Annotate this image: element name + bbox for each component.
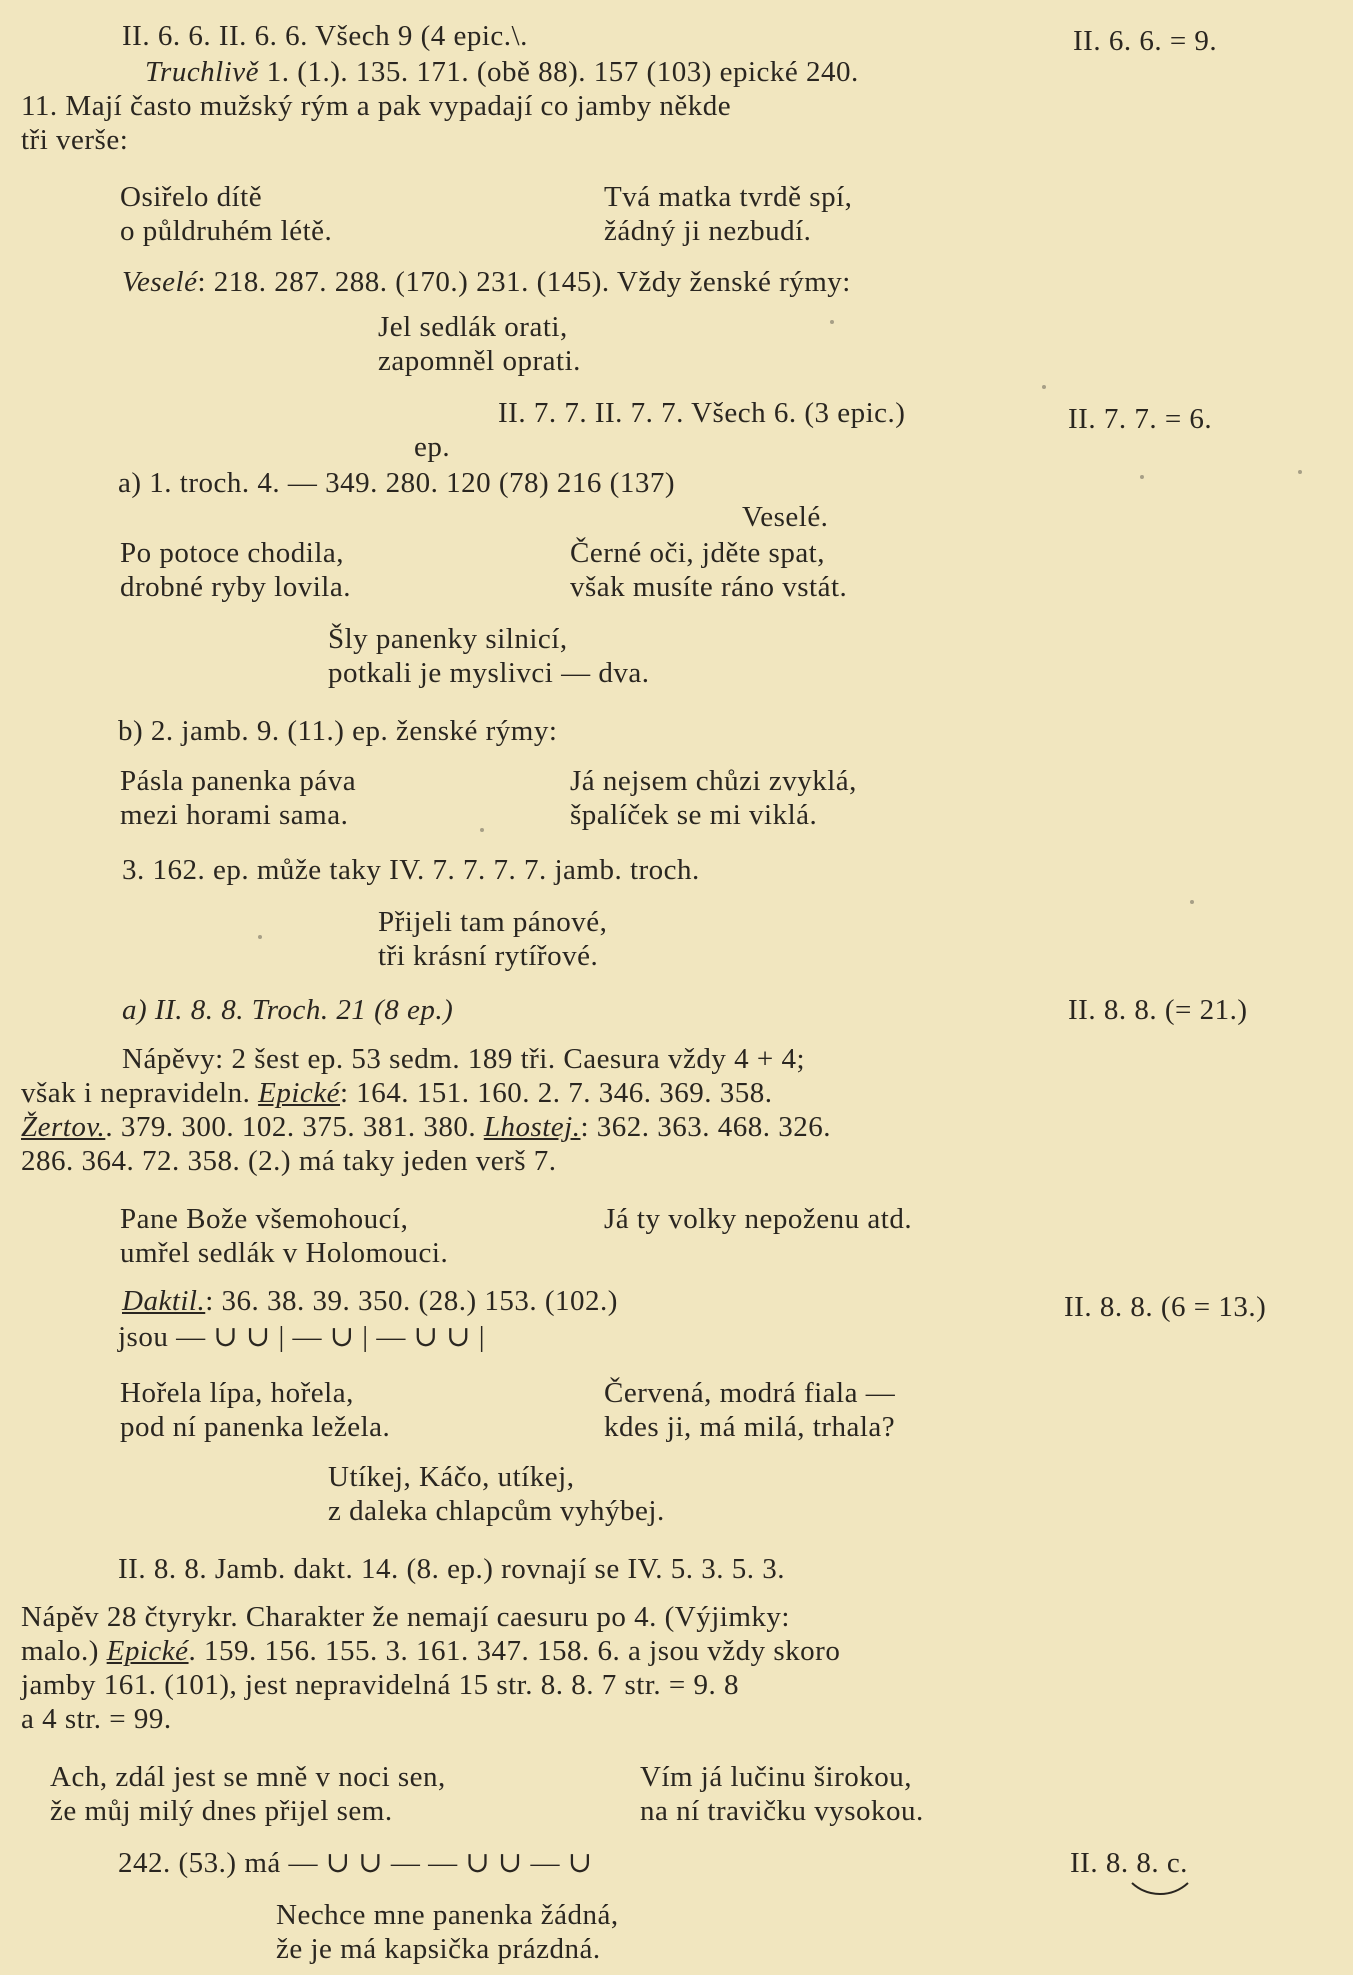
paper-speck (830, 320, 834, 324)
italic-term: Lhostej. (483, 1111, 581, 1143)
paper-speck (1298, 470, 1302, 474)
margin-note-2: II. 7. 7. = 6. (1068, 403, 1213, 435)
verse-line: tři krásní rytířové. (378, 940, 599, 972)
verse-line: potkali je myslivci — dva. (328, 657, 650, 689)
text-span: : 164. 151. 160. 2. 7. 346. 369. 358. (340, 1077, 773, 1109)
verse-line: že je má kapsička prázdná. (276, 1933, 601, 1965)
text-line: b) 2. jamb. 9. (11.) ep. ženské rýmy: (118, 715, 558, 747)
text-span: však i nepravideln. (21, 1077, 259, 1109)
meter-scheme: jsou — ∪ ∪ | — ∪ | — ∪ ∪ | (118, 1321, 486, 1353)
verse-line: Hořela lípa, hořela, (120, 1377, 354, 1409)
text-line: ep. (414, 431, 451, 463)
paper-speck (1140, 475, 1144, 479)
brace-curve (1132, 1883, 1188, 1894)
verse-line: Nechce mne panenka žádná, (276, 1899, 619, 1931)
text-span: . 159. 156. 155. 3. 161. 347. 158. 6. a jsou vždy skoro (188, 1635, 841, 1667)
text-span: : 218. 287. 288. (170.) 231. (145). Vždy ženské rýmy: (197, 266, 851, 298)
text-span: : 362. 363. 468. 326. (580, 1111, 832, 1143)
verse-line: drobné ryby lovila. (120, 571, 351, 603)
verse-line: Po potoce chodila, (120, 537, 345, 569)
italic-term: Epické (258, 1077, 340, 1109)
italic-heading: a) II. 8. 8. Troch. 21 (8 ep.) (122, 994, 454, 1026)
text-line: a 4 str. = 99. (21, 1703, 172, 1735)
text-line: II. 8. 8. Jamb. dakt. 14. (8. ep.) rovnají se IV. 5. 3. 5. 3. (118, 1553, 786, 1585)
text-line: Nápěv 28 čtyrykr. Charakter že nemají caesuru po 4. (Výjimky: (21, 1601, 790, 1633)
margin-note-1: II. 6. 6. = 9. (1073, 25, 1218, 57)
verse-line: Pane Bože všemohoucí, (120, 1203, 409, 1235)
header-line-1: II. 6. 6. II. 6. 6. Všech 9 (4 epic.\. (122, 20, 528, 52)
text-span: . 379. 300. 102. 375. 381. 380. (105, 1111, 484, 1143)
verse-line: mezi horami sama. (120, 799, 349, 831)
verse-line: Ach, zdál jest se mně v noci sen, (50, 1761, 446, 1793)
paper-speck (258, 935, 262, 939)
text-line: 286. 364. 72. 358. (2.) má taky jeden verš 7. (21, 1145, 557, 1177)
meter-scheme: 242. (53.) má — ∪ ∪ — — ∪ ∪ — ∪ (118, 1847, 593, 1879)
text-line: Veselé. (742, 501, 829, 533)
text-line: a) 1. troch. 4. — 349. 280. 120 (78) 216 (137) (118, 467, 675, 499)
text-line: tři verše: (21, 124, 129, 156)
margin-note-3: II. 8. 8. (= 21.) (1068, 994, 1248, 1026)
verse-line: Jel sedlák orati, (378, 311, 568, 343)
italic-term: Epické (106, 1635, 189, 1667)
verse-line: Osiřelo dítě (120, 181, 263, 213)
verse-line: Šly panenky silnicí, (328, 623, 568, 655)
text-line (21, 1110, 831, 1144)
italic-term: Žertov. (21, 1111, 106, 1143)
verse-line: pod ní panenka ležela. (120, 1411, 391, 1443)
verse-line: však musíte ráno vstát. (570, 571, 848, 603)
italic-term: Daktil. (122, 1285, 206, 1317)
text-line-truchlive (145, 55, 859, 89)
text-line: jamby 161. (101), jest nepravidelná 15 str. 8. 8. 7 str. = 9. 8 (21, 1669, 739, 1701)
text-line-daktil (122, 1284, 618, 1318)
italic-term: Truchlivě (145, 56, 260, 88)
italic-term: Veselé (122, 266, 198, 298)
verse-line: o půldruhém létě. (120, 215, 333, 247)
verse-line: Já ty volky nepoženu atd. (604, 1203, 913, 1235)
text-line (21, 1076, 773, 1110)
text-line: 11. Mají často mužský rým a pak vypadají co jamby někde (21, 90, 732, 122)
verse-line: žádný ji nezbudí. (604, 215, 812, 247)
verse-line: zapomněl oprati. (378, 345, 581, 377)
text-span: : 36. 38. 39. 350. (28.) 153. (102.) (205, 1285, 618, 1317)
paper-speck (1042, 385, 1046, 389)
paper-speck (1190, 900, 1194, 904)
verse-line: z daleka chlapcům vyhýbej. (328, 1495, 665, 1527)
text-line-vesele (122, 265, 851, 299)
verse-line: na ní travičku vysokou. (640, 1795, 924, 1827)
verse-line: Vím já lučinu širokou, (640, 1761, 912, 1793)
verse-line: kdes ji, má milá, trhala? (604, 1411, 896, 1443)
verse-line: že můj milý dnes přijel sem. (50, 1795, 393, 1827)
verse-line: Přijeli tam pánové, (378, 906, 608, 938)
text-line: Nápěvy: 2 šest ep. 53 sedm. 189 tři. Caesura vždy 4 + 4; (122, 1043, 806, 1075)
text-line: 3. 162. ep. může taky IV. 7. 7. 7. 7. jamb. troch. (122, 854, 700, 886)
margin-note-5: II. 8. 8. c. (1070, 1847, 1188, 1879)
verse-line: Černé oči, jděte spat, (570, 537, 825, 569)
text-line (21, 1634, 840, 1668)
verse-line: Pásla panenka páva (120, 765, 357, 797)
section-heading: II. 7. 7. II. 7. 7. Všech 6. (3 epic.) (498, 397, 906, 429)
margin-note-4: II. 8. 8. (6 = 13.) (1064, 1291, 1267, 1323)
verse-line: Já nejsem chůzi zvyklá, (570, 765, 857, 797)
text-span: malo.) (21, 1635, 107, 1667)
text-span: 1. (1.). 135. 171. (obě 88). 157 (103) epické 240. (259, 56, 859, 88)
verse-line: Tvá matka tvrdě spí, (604, 181, 853, 213)
brace-mark (1130, 1880, 1190, 1898)
verse-line: špalíček se mi viklá. (570, 799, 818, 831)
paper-speck (480, 828, 484, 832)
verse-line: Červená, modrá fiala — (604, 1377, 896, 1409)
verse-line: Utíkej, Káčo, utíkej, (328, 1461, 575, 1493)
verse-line: umřel sedlák v Holomouci. (120, 1237, 449, 1269)
